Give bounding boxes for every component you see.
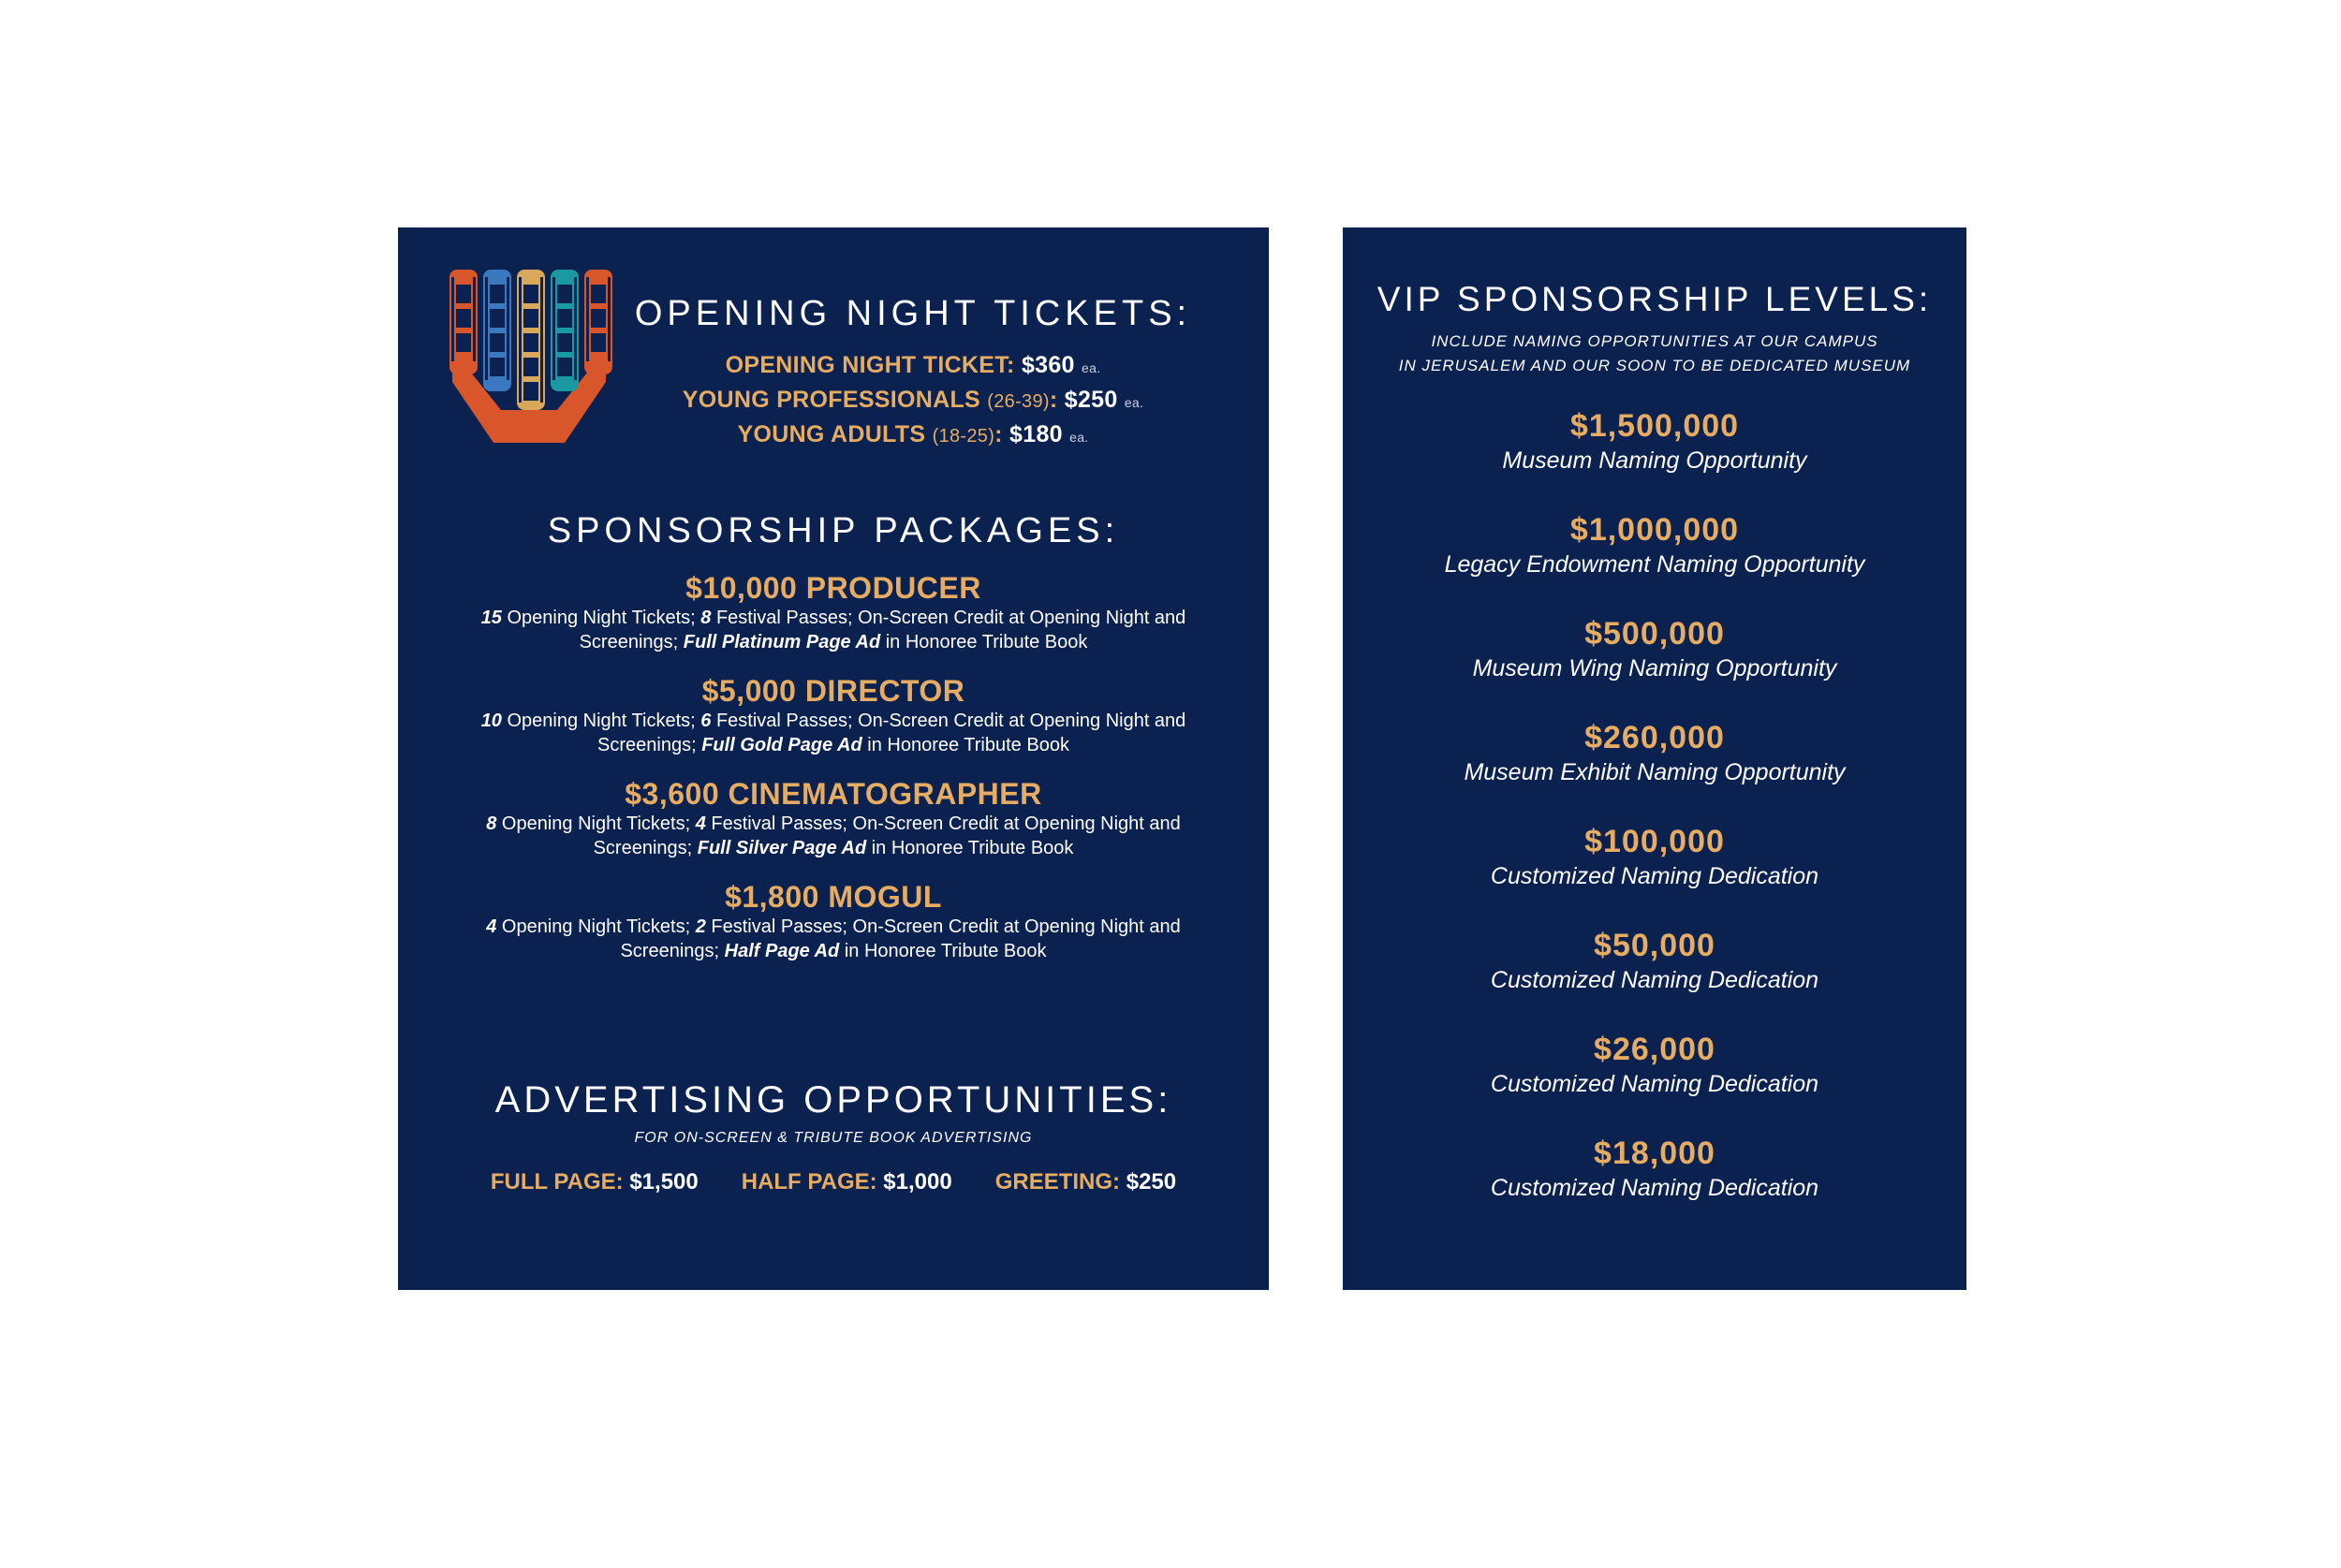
vip-subheading: INCLUDE NAMING OPPORTUNITIES AT OUR CAMPUS IN JERUSALEM AND OUR SOON TO BE DEDICATED MUSEUM — [1398, 332, 1911, 374]
package-producer — [398, 570, 1269, 654]
package-title: $1,800 MOGUL — [725, 880, 942, 914]
ticket-age-range: (18-25) — [932, 426, 995, 447]
vip-level — [1343, 926, 1966, 1030]
package-description: 15 Opening Night Tickets; 8 Festival Passes; On-Screen Credit at Opening Night and Screenings; Full Platinum Page Ad in Honoree Tribute Book — [480, 608, 1186, 652]
package-title: $3,600 CINEMATOGRAPHER — [625, 777, 1042, 811]
level-amount: $18,000 — [1594, 1136, 1715, 1171]
vip-levels-list — [1343, 406, 1966, 1238]
vip-heading: VIP SPONSORSHIP LEVELS: — [1377, 280, 1933, 318]
ticket-unit: ea. — [1082, 360, 1101, 375]
vip-level — [1343, 614, 1966, 718]
opening-night-tickets-section — [613, 293, 1213, 453]
ticket-price: $180 — [1009, 421, 1063, 447]
advertising-section — [398, 1079, 1269, 1195]
vip-level — [1343, 718, 1966, 822]
level-description: Customized Naming Dedication — [1490, 863, 1819, 889]
sponsorship-flyer-right — [1343, 227, 1966, 1290]
package-mogul — [398, 879, 1269, 963]
level-amount: $1,000,000 — [1569, 512, 1740, 548]
sponsorship-packages-section — [398, 510, 1269, 963]
ticket-price: $360 — [1021, 352, 1075, 378]
level-description: Customized Naming Dedication — [1490, 967, 1819, 993]
ticket-line: YOUNG PROFESSIONALS (26-39): $250 ea. — [682, 387, 1144, 413]
level-description: Museum Exhibit Naming Opportunity — [1464, 759, 1846, 785]
sponsorship-flyer-left — [398, 227, 1269, 1290]
tickets-heading: OPENING NIGHT TICKETS: — [634, 294, 1192, 333]
level-description: Legacy Endowment Naming Opportunity — [1444, 551, 1865, 578]
vip-level — [1343, 510, 1966, 614]
advertising-heading: ADVERTISING OPPORTUNITIES: — [494, 1079, 1172, 1121]
advertising-subheading: FOR ON-SCREEN & TRIBUTE BOOK ADVERTISING — [634, 1130, 1033, 1146]
advertising-prices — [398, 1169, 1269, 1195]
ticket-line — [613, 349, 1213, 384]
ticket-price: $250 — [1064, 387, 1118, 413]
ad-full-page: FULL PAGE: $1,500 — [490, 1169, 699, 1194]
ticket-age-range: (26-39) — [987, 391, 1050, 412]
ad-half-page: HALF PAGE: $1,000 — [741, 1169, 952, 1194]
packages-heading: SPONSORSHIP PACKAGES: — [547, 511, 1120, 550]
level-amount: $26,000 — [1594, 1032, 1715, 1067]
ticket-unit: ea. — [1069, 430, 1089, 445]
ad-greeting: GREETING: $250 — [994, 1169, 1177, 1194]
vip-level — [1343, 406, 1966, 510]
package-cinematographer — [398, 776, 1269, 860]
package-description: 4 Opening Night Tickets; 2 Festival Passes; On-Screen Credit at Opening Night and Screenings; Half Page Ad in Honoree Tribute Book — [486, 916, 1181, 961]
package-description: 8 Opening Night Tickets; 4 Festival Passes; On-Screen Credit at Opening Night and Screenings; Full Silver Page Ad in Honoree Tribute Book — [486, 813, 1181, 858]
level-description: Customized Naming Dedication — [1490, 1071, 1819, 1097]
level-amount: $500,000 — [1584, 616, 1725, 652]
level-description: Museum Wing Naming Opportunity — [1472, 655, 1837, 681]
film-strip-hand-logo-icon — [445, 270, 613, 443]
package-title: $5,000 DIRECTOR — [701, 674, 965, 708]
level-amount: $1,500,000 — [1569, 408, 1740, 444]
ticket-unit: ea. — [1124, 395, 1144, 410]
level-description: Customized Naming Dedication — [1490, 1175, 1819, 1201]
level-amount: $50,000 — [1594, 928, 1715, 963]
level-amount: $100,000 — [1584, 824, 1725, 859]
ticket-label: YOUNG PROFESSIONALS — [682, 387, 981, 413]
level-description: Museum Naming Opportunity — [1502, 447, 1807, 474]
vip-sponsorship-section — [1343, 279, 1966, 1238]
vip-level — [1343, 1030, 1966, 1134]
level-amount: $260,000 — [1584, 720, 1725, 755]
package-title: $10,000 PRODUCER — [685, 571, 981, 605]
vip-level — [1343, 822, 1966, 926]
package-director — [398, 673, 1269, 757]
ticket-label: OPENING NIGHT TICKET: — [725, 352, 1015, 378]
package-description: 10 Opening Night Tickets; 6 Festival Passes; On-Screen Credit at Opening Night and Screenings; Full Gold Page Ad in Honoree Tribute Book — [480, 711, 1186, 755]
ticket-label: YOUNG ADULTS — [737, 421, 926, 447]
ticket-line: YOUNG ADULTS (18-25): $180 ea. — [737, 421, 1089, 447]
vip-level — [1343, 1134, 1966, 1238]
